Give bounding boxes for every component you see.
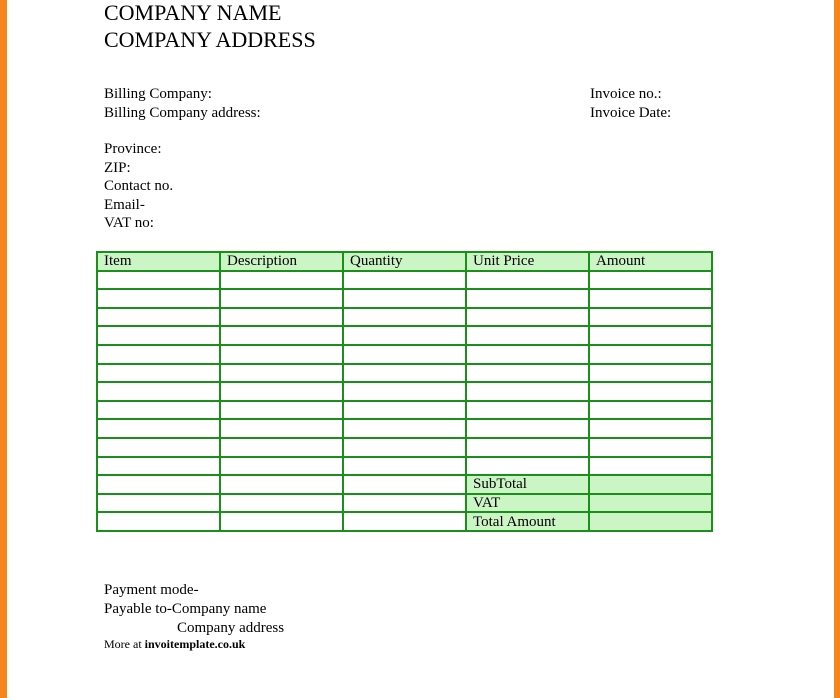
contact-block xyxy=(104,140,173,233)
table-cell[interactable] xyxy=(97,382,220,401)
subtotal-value-cell[interactable] xyxy=(589,475,712,494)
left-orange-border xyxy=(0,0,7,698)
table-cell[interactable] xyxy=(343,494,466,513)
subtotal-row xyxy=(97,475,712,494)
zip-label: ZIP: xyxy=(104,159,131,176)
table-row xyxy=(97,419,712,438)
table-cell[interactable] xyxy=(220,382,343,401)
column-header-item: Item xyxy=(97,252,220,271)
payment-mode-label: Payment mode- xyxy=(104,582,199,598)
table-cell[interactable] xyxy=(466,401,589,420)
table-row xyxy=(97,438,712,457)
table-cell[interactable] xyxy=(97,512,220,531)
vat-row xyxy=(97,494,712,513)
table-cell[interactable] xyxy=(343,419,466,438)
table-row xyxy=(97,364,712,383)
table-cell[interactable] xyxy=(343,308,466,327)
table-cell[interactable] xyxy=(466,289,589,308)
invoice-meta-block xyxy=(590,85,671,122)
table-cell[interactable] xyxy=(97,494,220,513)
more-info-line xyxy=(104,636,245,652)
table-cell[interactable] xyxy=(589,289,712,308)
table-cell[interactable] xyxy=(589,345,712,364)
table-cell[interactable] xyxy=(97,271,220,290)
total-amount-value-cell[interactable] xyxy=(589,512,712,531)
table-cell[interactable] xyxy=(466,382,589,401)
table-cell[interactable] xyxy=(97,326,220,345)
column-header-unit-price: Unit Price xyxy=(466,252,589,271)
table-row xyxy=(97,345,712,364)
table-cell[interactable] xyxy=(97,419,220,438)
payable-company-address: Company address xyxy=(177,620,285,636)
column-header-quantity: Quantity xyxy=(343,252,466,271)
table-cell[interactable] xyxy=(220,271,343,290)
table-row xyxy=(97,289,712,308)
table-cell[interactable] xyxy=(589,438,712,457)
subtotal-label: SubTotal xyxy=(466,475,589,494)
table-cell[interactable] xyxy=(97,364,220,383)
billing-block xyxy=(104,85,261,122)
table-cell[interactable] xyxy=(589,326,712,345)
total-amount-label: Total Amount xyxy=(466,512,589,531)
payable-to-label: Payable to-Company name xyxy=(104,601,267,617)
table-cell[interactable] xyxy=(220,475,343,494)
table-cell[interactable] xyxy=(466,457,589,476)
table-cell[interactable] xyxy=(220,308,343,327)
table-cell[interactable] xyxy=(97,401,220,420)
column-header-amount: Amount xyxy=(589,252,712,271)
table-cell[interactable] xyxy=(466,364,589,383)
invoice-number-label: Invoice no.: xyxy=(590,86,662,102)
table-cell[interactable] xyxy=(220,494,343,513)
table-cell[interactable] xyxy=(343,475,466,494)
right-orange-border xyxy=(834,0,840,698)
table-cell[interactable] xyxy=(343,512,466,531)
more-prefix: More at xyxy=(104,637,142,651)
table-row xyxy=(97,457,712,476)
table-row xyxy=(97,382,712,401)
table-cell[interactable] xyxy=(97,289,220,308)
column-header-description: Description xyxy=(220,252,343,271)
table-cell[interactable] xyxy=(589,364,712,383)
table-cell[interactable] xyxy=(466,419,589,438)
table-cell[interactable] xyxy=(220,364,343,383)
payment-info-block xyxy=(104,581,284,638)
table-cell[interactable] xyxy=(343,457,466,476)
table-cell[interactable] xyxy=(589,308,712,327)
table-row xyxy=(97,308,712,327)
table-cell[interactable] xyxy=(343,382,466,401)
table-cell[interactable] xyxy=(589,271,712,290)
table-cell[interactable] xyxy=(466,345,589,364)
table-cell[interactable] xyxy=(466,438,589,457)
table-cell[interactable] xyxy=(97,475,220,494)
table-cell[interactable] xyxy=(466,326,589,345)
invoice-date-label: Invoice Date: xyxy=(590,104,672,121)
table-cell[interactable] xyxy=(589,457,712,476)
table-cell[interactable] xyxy=(220,326,343,345)
table-cell[interactable] xyxy=(220,438,343,457)
table-cell[interactable] xyxy=(97,345,220,364)
table-cell[interactable] xyxy=(343,364,466,383)
table-cell[interactable] xyxy=(97,308,220,327)
table-cell[interactable] xyxy=(343,401,466,420)
billing-address-label: Billing Company address: xyxy=(104,104,261,121)
table-cell[interactable] xyxy=(97,438,220,457)
company-address: COMPANY ADDRESS xyxy=(104,27,316,52)
province-label: Province: xyxy=(104,141,162,157)
table-cell[interactable] xyxy=(220,419,343,438)
table-row xyxy=(97,401,712,420)
table-cell[interactable] xyxy=(220,401,343,420)
email-label: Email- xyxy=(104,196,145,213)
table-row xyxy=(97,271,712,290)
billing-company-label: Billing Company: xyxy=(104,86,212,102)
vat-value-cell[interactable] xyxy=(589,494,712,513)
total-row xyxy=(97,512,712,531)
table-cell[interactable] xyxy=(97,457,220,476)
table-row xyxy=(97,326,712,345)
vat-label: VAT xyxy=(466,494,589,513)
table-header-row xyxy=(97,252,712,271)
company-name: COMPANY NAME xyxy=(104,0,282,25)
table-cell[interactable] xyxy=(466,308,589,327)
vat-number-label: VAT no: xyxy=(104,215,154,231)
table-cell[interactable] xyxy=(466,271,589,290)
table-cell[interactable] xyxy=(220,345,343,364)
contact-number-label: Contact no. xyxy=(104,178,174,194)
table-cell[interactable] xyxy=(220,457,343,476)
table-cell[interactable] xyxy=(220,512,343,531)
table-cell[interactable] xyxy=(589,419,712,438)
table-cell[interactable] xyxy=(343,438,466,457)
table-cell[interactable] xyxy=(343,271,466,290)
table-cell[interactable] xyxy=(343,289,466,308)
invoice-items-table xyxy=(96,251,713,532)
table-cell[interactable] xyxy=(343,345,466,364)
table-cell[interactable] xyxy=(589,382,712,401)
website-link[interactable]: invoitemplate.co.uk xyxy=(144,637,246,651)
table-cell[interactable] xyxy=(343,326,466,345)
table-cell[interactable] xyxy=(220,289,343,308)
table-cell[interactable] xyxy=(589,401,712,420)
